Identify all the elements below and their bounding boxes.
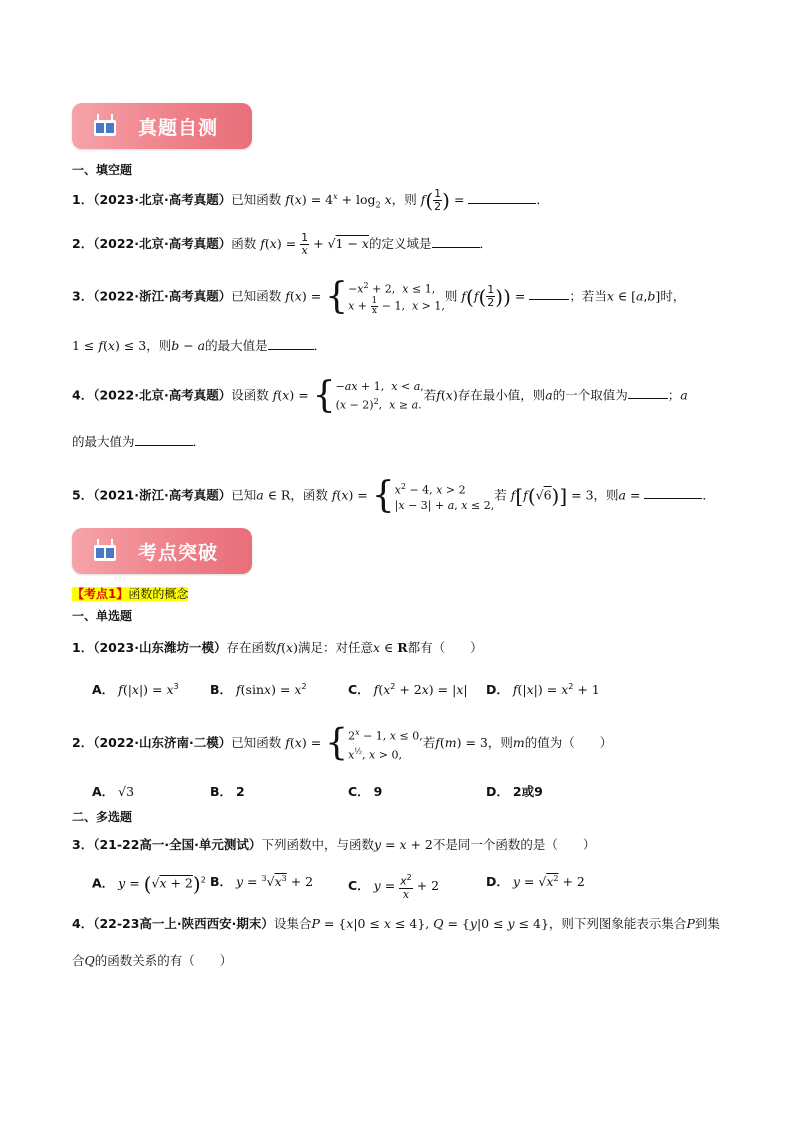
question-number: 1． [72,192,94,207]
question-source: （2023·北京·高考真题） [93,192,232,207]
question-number: 2． [72,236,94,251]
section-banner-kaodian [72,528,252,574]
question-text: ． [192,434,206,449]
section-heading-single: 一、单选题 [72,609,133,623]
question-text: 已知 [231,487,257,503]
question-text: 已知函数 [231,288,282,304]
formula: f [285,192,290,207]
option-label: C． [348,877,370,893]
question-text: 的函数关系的有（ ） [94,953,233,968]
question-text: 下列函数中，与函数 [261,837,374,852]
question-text: 存在最小值，则 [457,387,546,403]
banner-title: 真题自测 [138,117,219,139]
answer-blank[interactable] [432,237,480,248]
answer-blank[interactable] [268,339,314,350]
question-source: （2021·浙江·高考真题） [93,487,232,503]
question-text: 存在函数 [226,640,277,655]
question-text: 函数 [231,236,257,251]
option-label: A． [92,784,115,799]
option-value: 9 [373,784,383,799]
fill-question-4-line2 [72,432,205,450]
banner-title: 考点突破 [138,542,219,564]
fill-question-2: 2．（2022·北京·高考真题）函数 f(x) = $\frac{1}{x}$ + √1 − x的定义域是 ． [72,231,493,257]
question-text: 若 [494,487,507,503]
option-label: D． [486,874,509,889]
option-d[interactable] [486,782,543,800]
question-text: 合 [72,953,85,968]
question-text: ． [536,192,549,207]
fill-question-4: 4．（2022·北京·高考真题）设函数 f(x) = { −ax + 1, x < a, $(x - 2)^2$, x ≥ a. 若f(x)存在最小值，则a的一个取值为 ；a [72,374,688,416]
option-value: 2或9 [512,784,543,799]
question-text: ． [702,487,715,503]
question-number: 1． [72,640,94,655]
question-text: 若 [422,735,436,751]
question-text: 则 [444,288,458,304]
question-number: 3． [72,288,94,304]
question-text: ． [479,236,493,251]
option-c[interactable]: C． y = $\frac{x^2}{x}$ + 2 [348,873,440,901]
single-question-1: 1．（2023·山东潍坊一模）存在函数f(x)满足：对任意x ∈ R都有（ ） [72,640,483,655]
question-text: 满足：对任意 [298,640,374,655]
question-text: 已知函数 [231,192,282,207]
question-text: 到集 [694,916,720,931]
answer-blank[interactable] [135,435,193,446]
option-a[interactable]: A． $f(|x|) = x^3$ [92,681,179,697]
section-heading-multi: 二、多选题 [72,810,133,824]
option-b[interactable]: B． $f(\sin x) = x^2$ [210,681,307,697]
question-text: ； [667,387,681,403]
option-c[interactable] [348,782,382,800]
option-b[interactable]: B． $y = ^3√x^3 + 2$ [210,873,314,889]
option-label: D． [486,784,509,799]
multi-question-4-line2: 合Q的函数关系的有（ ） [72,953,233,968]
question-text: 的最大值是 [205,338,268,353]
option-a[interactable] [92,782,134,800]
question-text: 不是同一个函数的是（ ） [432,837,596,852]
option-label: C． [348,682,370,697]
fill-question-1: 1．（2023·北京·高考真题）已知函数 $f(x) = 4^x + \log_2 x$，则 f( $\frac{1}{2}$ ) = ． [72,187,549,213]
book-icon [92,537,118,563]
kaodian-suffix: 】 [116,587,129,601]
question-source: （2022·山东济南·二模） [93,735,232,751]
question-number: 2． [72,735,94,751]
option-c[interactable]: C． $f(x^2 + 2x) = |x|$ [348,681,468,697]
answer-blank[interactable] [628,388,668,399]
section-banner-zhenti [72,103,252,149]
option-label: B． [210,874,233,889]
question-number: 5． [72,487,94,503]
question-text: 若 [423,387,437,403]
kaodian-number: 1 [108,587,117,601]
question-text: ，则 [146,338,172,353]
section-heading-fill: 一、填空题 [72,163,133,177]
question-text: 的定义域是 [368,236,432,251]
option-label: A． [92,875,115,891]
fill-question-3-line2: 1 ≤ f(x) ≤ 3，则b − a的最大值是 ． [72,338,327,353]
answer-blank[interactable] [529,289,569,300]
answer-blank[interactable] [644,488,702,499]
question-number: 4． [72,916,94,931]
question-text: ，函数 [290,487,328,503]
question-text: 已知函数 [231,735,282,751]
question-source: （21-22高一·全国·单元测试） [93,837,262,852]
multi-question-3: 3．（21-22高一·全国·单元测试）下列函数中，与函数y = x + 2不是同一个函数的是（ ） [72,837,596,852]
option-value: √3 [118,784,135,799]
kaodian-label [72,585,188,602]
option-label: B． [210,784,233,799]
question-text: ． [313,338,327,353]
question-text: 设函数 [231,387,269,403]
option-label: C． [348,784,370,799]
option-d[interactable]: D． $y = √x^2 + 2$ [486,873,585,889]
option-label: B． [210,682,233,697]
answer-blank[interactable] [468,193,536,204]
question-number: 3． [72,837,94,852]
kaodian-name: 函数的概念 [128,587,189,601]
question-source: （22-23高一上·陕西西安·期末） [93,916,274,931]
option-d[interactable]: D． $f(|x|) = x^2 + 1$ [486,681,600,697]
option-label: D． [486,682,509,697]
option-label: A． [92,682,115,697]
book-icon [92,112,118,138]
question-text: ，则 [391,192,417,207]
question-text: ，则 [593,487,619,503]
question-text: 都有（ ） [407,640,483,655]
question-text: 的最大值为 [72,434,135,449]
question-text: 设集合 [273,916,312,931]
option-b[interactable] [210,782,245,800]
question-source: （2023·山东潍坊一模） [93,640,227,655]
kaodian-prefix: 【考点 [72,587,109,601]
question-number: 4． [72,387,94,403]
fill-question-5: 5．（2021·浙江·高考真题）已知a ∈ R，函数 f(x) = { $x^2 - 4$, x > 2 |x − 3| + a, x ≤ 2, 若 f[f(√6)] = 3，则a = ． [72,474,715,516]
question-text: 的值为（ ） [524,735,613,751]
multi-question-4: 4．（22-23高一上·陕西西安·期末）设集合P = {x|0 ≤ x ≤ 4}, Q = {y|0 ≤ y ≤ 4}，则下列图象能表示集合P到集 [72,916,720,931]
fill-question-3: 3．（2022·浙江·高考真题）已知函数 f(x) = { $-x^2 + 2$, x ≤ 1, x + $\frac{1}{x}$ − 1, x > 1, 则 f(f( $\frac{1}{2}$ )) = ；若当x ∈ [a,b]时， [72,275,686,317]
question-text: ，则下列图象能表示集合 [548,916,687,931]
option-value: 2 [236,784,245,799]
question-source: （2022·浙江·高考真题） [93,288,232,304]
question-text: 的一个取值为 [552,387,628,403]
question-text: ，则 [487,735,513,751]
question-source: （2022·北京·高考真题） [93,387,232,403]
single-question-2: 2．（2022·山东济南·二模）已知函数 f(x) = { $2^x - 1$, x ≤ 0, $x^{\frac{1}{2}}$, x > 0, 若f(m) = 3，则m的值为（ ） [72,722,613,764]
question-text: 时， [660,288,686,304]
question-text: ；若当 [569,288,607,304]
question-source: （2022·北京·高考真题） [93,236,232,251]
option-a[interactable]: A． $y = (√x + 2)^2$ [92,872,206,896]
